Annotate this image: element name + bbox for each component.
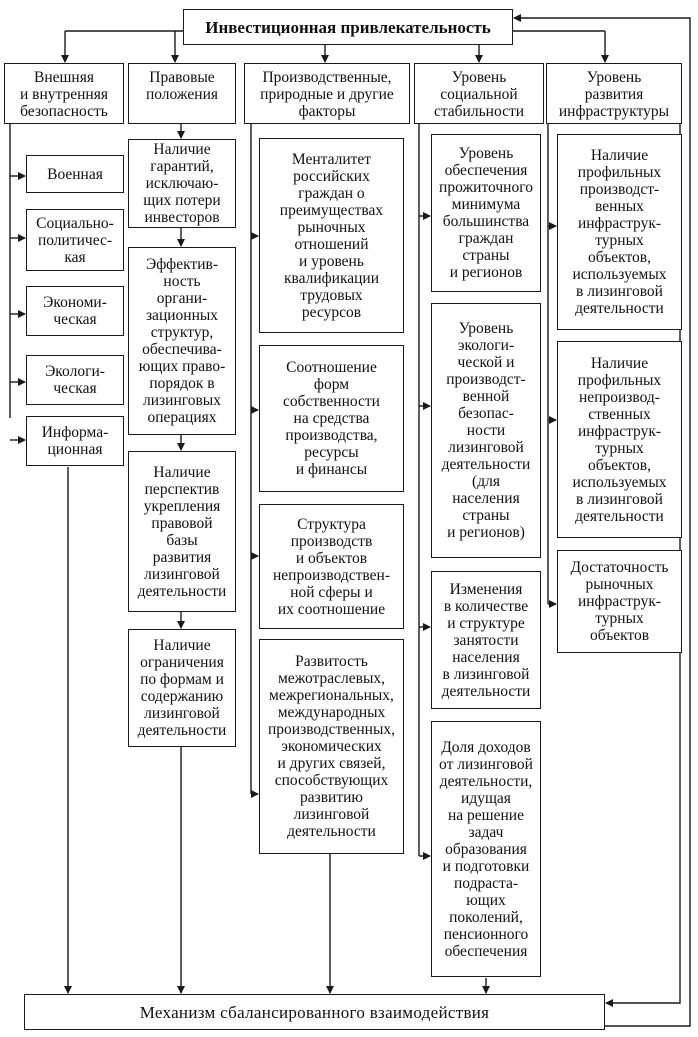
col2-header (128, 63, 236, 124)
col5-item-production-infra (557, 134, 682, 330)
col3-item-connections (259, 639, 404, 854)
col4-item-text: Изменения в количестве и структуре занятости населения в лизинговой деятельности (441, 580, 531, 700)
col3-item-text: Менталитет российских граждан о преимуществах рыночных отношений и уровень квалификации трудовых ресурсов (279, 150, 384, 321)
col1-item-sociopolitical (26, 209, 124, 271)
col3-item-mentality (259, 138, 404, 333)
col2-item-text: Наличие ограничения по формам и содержанию лизинговой деятельности (137, 637, 227, 739)
col2-item-text: Эффектив- ность органи- зационных структур, обеспечива- ющих право- порядок в лизинговых операциях (138, 256, 226, 426)
col2-item-restrictions (128, 629, 236, 747)
col4-header (414, 63, 544, 124)
col1-item-military (26, 155, 124, 193)
col1-item-economic (26, 286, 124, 336)
col3-item-text: Развитость межотраслевых, межрегиональных, международных производственных, экономических и других связей, способствующих развитию лизинговой деятельности (267, 653, 395, 840)
col3-item-text: Структура производств и объектов непроизводствен- ной сферы и их соотношение (272, 515, 390, 618)
col1-item-text: Экологи- ческая (45, 363, 105, 397)
col4-item-text: Уровень экологи- ческой и производст- венной безопас- ности лизинговой деятельности (для населения страны и регионов) (441, 320, 531, 541)
col1-item-text: Военная (47, 165, 103, 183)
col3-item-ownership (259, 345, 404, 492)
col5-item-market-infra (557, 550, 682, 653)
col1-item-informational (26, 416, 124, 466)
col3-item-text: Соотношение форм собственности на средства производства, ресурсы и финансы (283, 359, 380, 478)
col1-header (4, 63, 124, 124)
col1-item-text: Информа- ционная (41, 424, 109, 458)
col5-header-text: Уровень развития инфраструктуры (558, 69, 670, 120)
col2-item-guarantees (128, 139, 236, 228)
bottom-box (24, 994, 605, 1030)
col4-item-income-share (431, 721, 541, 977)
col4-item-text: Доля доходов от лизинговой деятельности, идущая на решение задач образования и подготовки подраста- ющих поколений, пенсионного обеспечения (439, 738, 533, 960)
col4-item-safety (431, 303, 541, 558)
col5-item-text: Наличие профильных непроизвод- ственных инфраструк- турных объектов, используемых в лизинговой деятельности (572, 354, 667, 525)
col2-item-text: Наличие перспектив укрепления правовой базы развития лизинговой деятельности (137, 463, 227, 600)
col4-item-employment (431, 571, 541, 709)
col3-header-text: Производственные, природные и другие факторы (260, 69, 394, 120)
col3-item-structure (259, 504, 404, 629)
col2-item-efficiency (128, 247, 236, 435)
col1-header-text: Внешняя и внутренняя безопасность (20, 69, 108, 120)
col2-item-text: Наличие гарантий, исключаю- щих потери инвесторов (143, 141, 221, 226)
col4-item-subsistence (431, 134, 541, 292)
col4-header-text: Уровень социальной стабильности (433, 69, 525, 120)
col1-item-text: Социально- политичес- кая (36, 214, 114, 266)
col5-header (546, 63, 682, 124)
col3-header (244, 63, 410, 124)
bottom-text: Механизм сбалансированного взаимодействия (139, 1002, 490, 1022)
col2-item-prospects (128, 451, 236, 612)
col4-item-text: Уровень обеспечения прожиточного минимума большинства граждан страны и регионов (439, 145, 533, 281)
col5-item-text: Достаточность рыночных инфраструк- турных объектов (570, 559, 669, 644)
col5-item-nonproduction-infra (557, 341, 682, 538)
col1-item-text: Экономи- ческая (43, 294, 107, 328)
title-text: Инвестиционная привлекательность (205, 17, 491, 37)
col1-item-ecological (26, 355, 124, 405)
title-box (183, 9, 513, 45)
col2-header-text: Правовые положения (145, 69, 219, 103)
col5-item-text: Наличие профильных производст- венных инфраструк- турных объектов, используемых в лизинговой деятельности (572, 147, 667, 317)
